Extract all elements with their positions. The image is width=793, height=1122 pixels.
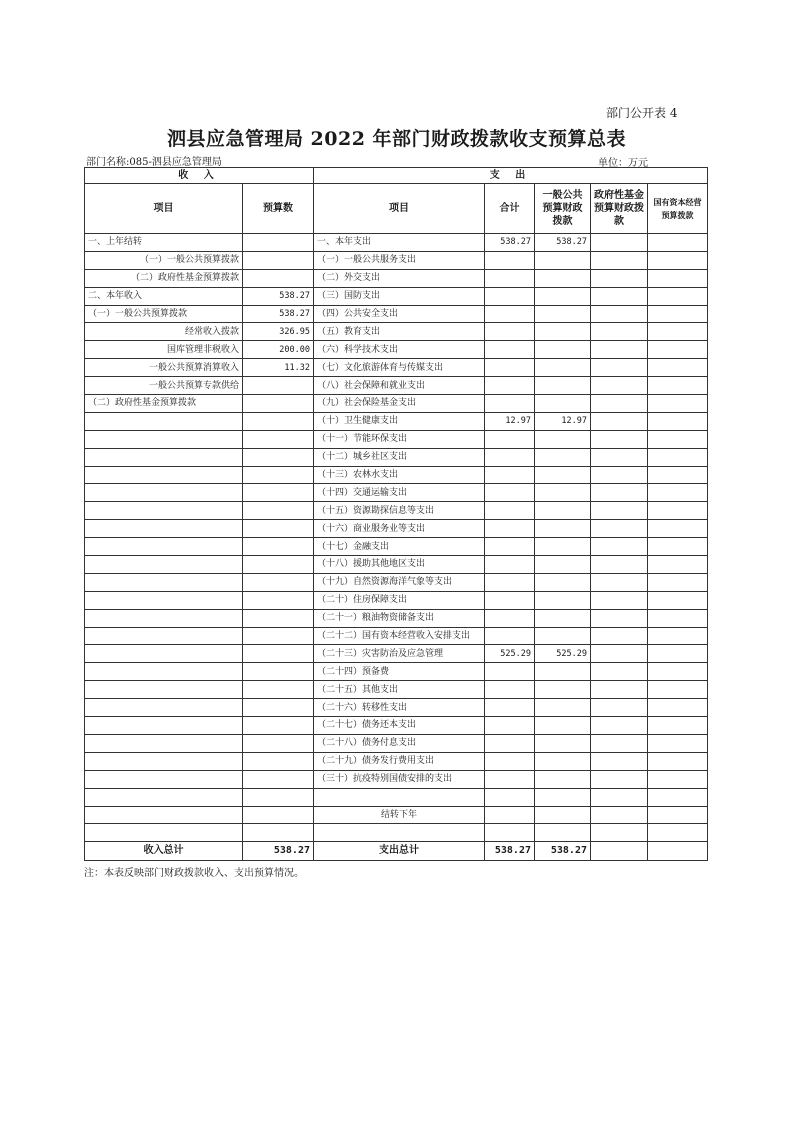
expense-total-cell: [485, 681, 535, 699]
income-group-header: 收 入: [85, 168, 314, 184]
expense-general-cell: [535, 430, 591, 448]
expense-capital-cell: [648, 287, 708, 305]
income-item-cell: 经常收入拨款: [85, 323, 243, 341]
income-item-cell: [85, 484, 243, 502]
expense-capital-cell: [648, 502, 708, 520]
income-item-cell: （一）一般公共预算拨款: [85, 305, 243, 323]
expense-capital-cell: [648, 788, 708, 806]
table-row: [85, 806, 708, 824]
expense-total-cell: [485, 734, 535, 752]
expense-capital-cell: [648, 448, 708, 466]
income-item-cell: [85, 806, 243, 824]
expense-capital-cell: [648, 752, 708, 770]
income-item-cell: [85, 609, 243, 627]
expense-total-cell: [485, 699, 535, 717]
expense-general-cell: [535, 323, 591, 341]
table-row: [85, 234, 708, 252]
income-amount-cell: 200.00: [243, 341, 314, 359]
expense-item-cell: （十九）自然资源海洋气象等支出: [314, 573, 485, 591]
table-row: [85, 269, 708, 287]
expense-general-cell: [535, 251, 591, 269]
income-amount-cell: [243, 520, 314, 538]
expense-total-cell: [485, 717, 535, 735]
expense-fund-cell: [591, 448, 648, 466]
expense-general-cell: [535, 556, 591, 574]
expense-general-cell: 12.97: [535, 412, 591, 430]
income-item-cell: [85, 681, 243, 699]
income-item-cell: [85, 430, 243, 448]
expense-fund-cell: [591, 788, 648, 806]
income-amount-cell: [243, 269, 314, 287]
expense-total-general: 538.27: [535, 842, 591, 861]
expense-total-label: 支出总计: [314, 842, 485, 861]
income-item-cell: （二）政府性基金预算拨款: [85, 269, 243, 287]
expense-capital-cell: [648, 717, 708, 735]
table-row: [85, 663, 708, 681]
expense-capital-cell: [648, 251, 708, 269]
income-amount-cell: [243, 734, 314, 752]
expense-total-cell: [485, 466, 535, 484]
table-row: [85, 484, 708, 502]
table-row: [85, 430, 708, 448]
income-item-cell: [85, 717, 243, 735]
income-amount-cell: [243, 663, 314, 681]
income-item-cell: [85, 556, 243, 574]
expense-general-cell: [535, 573, 591, 591]
expense-item-cell: （二十七）债务还本支出: [314, 717, 485, 735]
expense-capital-cell: [648, 627, 708, 645]
table-row: [85, 520, 708, 538]
expense-total-cell: 525.29: [485, 645, 535, 663]
table-row: [85, 824, 708, 842]
table-row: [85, 341, 708, 359]
income-amount-cell: [243, 448, 314, 466]
expense-capital-cell: [648, 269, 708, 287]
expense-fund-cell: [591, 806, 648, 824]
expense-item-cell: （三）国防支出: [314, 287, 485, 305]
income-amount-cell: 326.95: [243, 323, 314, 341]
expense-fund-cell: [591, 395, 648, 413]
expense-fund-cell: [591, 770, 648, 788]
expense-total-capital: [648, 842, 708, 861]
expense-fund-cell: [591, 287, 648, 305]
expense-fund-cell: [591, 734, 648, 752]
income-item-cell: （二）政府性基金预算拨款: [85, 395, 243, 413]
expense-capital-cell: [648, 484, 708, 502]
expense-general-cell: [535, 681, 591, 699]
expense-general-cell: [535, 502, 591, 520]
col-total: 合计: [485, 184, 535, 234]
expense-item-cell: （五）教育支出: [314, 323, 485, 341]
expense-total-cell: [485, 448, 535, 466]
expense-item-cell: （十二）城乡社区支出: [314, 448, 485, 466]
expense-general-cell: [535, 484, 591, 502]
income-item-cell: [85, 573, 243, 591]
income-amount-cell: [243, 717, 314, 735]
expense-fund-cell: [591, 377, 648, 395]
expense-item-cell: （十五）资源勘探信息等支出: [314, 502, 485, 520]
expense-capital-cell: [648, 591, 708, 609]
expense-total-sum: 538.27: [485, 842, 535, 861]
totals-row: [85, 842, 708, 861]
table-row: [85, 287, 708, 305]
expense-general-cell: [535, 466, 591, 484]
table-row: [85, 717, 708, 735]
col-income-amount: 预算数: [243, 184, 314, 234]
expense-capital-cell: [648, 234, 708, 252]
expense-capital-cell: [648, 323, 708, 341]
income-amount-cell: 11.32: [243, 359, 314, 377]
income-amount-cell: [243, 484, 314, 502]
table-row: [85, 573, 708, 591]
income-amount-cell: [243, 609, 314, 627]
expense-fund-cell: [591, 752, 648, 770]
expense-capital-cell: [648, 806, 708, 824]
expense-fund-cell: [591, 538, 648, 556]
expense-total-cell: [485, 538, 535, 556]
table-row: [85, 788, 708, 806]
expense-item-cell: （七）文化旅游体育与传媒支出: [314, 359, 485, 377]
expense-item-cell: （十七）金融支出: [314, 538, 485, 556]
income-amount-cell: [243, 466, 314, 484]
table-row: [85, 412, 708, 430]
expense-total-cell: [485, 663, 535, 681]
expense-general-cell: [535, 824, 591, 842]
income-item-cell: [85, 770, 243, 788]
expense-fund-cell: [591, 627, 648, 645]
expense-total-cell: [485, 323, 535, 341]
expense-general-cell: [535, 752, 591, 770]
expense-item-cell: （二十二）国有资本经营收入安排支出: [314, 627, 485, 645]
expense-capital-cell: [648, 699, 708, 717]
income-amount-cell: [243, 556, 314, 574]
expense-fund-cell: [591, 430, 648, 448]
expense-general-cell: 538.27: [535, 234, 591, 252]
expense-item-cell: （十四）交通运输支出: [314, 484, 485, 502]
expense-item-cell: （二十五）其他支出: [314, 681, 485, 699]
expense-general-cell: [535, 305, 591, 323]
expense-total-cell: [485, 591, 535, 609]
expense-general-cell: [535, 609, 591, 627]
income-amount-cell: [243, 395, 314, 413]
expense-total-cell: [485, 520, 535, 538]
expense-item-cell: （二十八）债务付息支出: [314, 734, 485, 752]
table-row: [85, 305, 708, 323]
expense-capital-cell: [648, 466, 708, 484]
col-fund-budget: 政府性基金预算财政拨款: [591, 184, 648, 234]
income-item-cell: [85, 591, 243, 609]
income-item-cell: [85, 645, 243, 663]
footnote: 注：本表反映部门财政拨款收入、支出预算情况。: [84, 868, 304, 879]
income-item-cell: [85, 502, 243, 520]
income-amount-cell: [243, 430, 314, 448]
expense-general-cell: [535, 269, 591, 287]
income-item-cell: 国库管理非税收入: [85, 341, 243, 359]
expense-fund-cell: [591, 663, 648, 681]
expense-total-cell: [485, 395, 535, 413]
expense-general-cell: [535, 359, 591, 377]
income-amount-cell: [243, 699, 314, 717]
expense-item-cell: （一）一般公共服务支出: [314, 251, 485, 269]
table-row: [85, 699, 708, 717]
expense-fund-cell: [591, 412, 648, 430]
expense-general-cell: [535, 377, 591, 395]
income-amount-cell: [243, 645, 314, 663]
expense-capital-cell: [648, 734, 708, 752]
expense-item-cell: [314, 788, 485, 806]
expense-general-cell: 525.29: [535, 645, 591, 663]
group-header-row: [85, 168, 708, 184]
income-amount-cell: [243, 251, 314, 269]
expense-item-cell: （十）卫生健康支出: [314, 412, 485, 430]
table-row: [85, 681, 708, 699]
expense-total-cell: 12.97: [485, 412, 535, 430]
expense-group-header: 支 出: [314, 168, 708, 184]
income-total-label: 收入总计: [85, 842, 243, 861]
column-header-row: [85, 184, 708, 234]
table-row: [85, 627, 708, 645]
page-title: 泗县应急管理局 2022 年部门财政拨款收支预算总表: [166, 128, 627, 150]
expense-capital-cell: [648, 305, 708, 323]
income-item-cell: [85, 699, 243, 717]
expense-total-cell: [485, 806, 535, 824]
col-general-budget: 一般公共预算财政拨款: [535, 184, 591, 234]
table-row: [85, 752, 708, 770]
table-row: [85, 538, 708, 556]
expense-total-cell: [485, 287, 535, 305]
expense-fund-cell: [591, 681, 648, 699]
expense-item-cell: （二十九）债务发行费用支出: [314, 752, 485, 770]
expense-item-cell: （十一）节能环保支出: [314, 430, 485, 448]
col-capital-budget: 国有资本经营预算拨款: [648, 184, 708, 234]
expense-total-cell: [485, 305, 535, 323]
table-row: [85, 466, 708, 484]
expense-total-cell: [485, 556, 535, 574]
expense-total-cell: [485, 627, 535, 645]
expense-total-cell: [485, 573, 535, 591]
table-row: [85, 591, 708, 609]
income-item-cell: [85, 663, 243, 681]
expense-item-cell: （八）社会保障和就业支出: [314, 377, 485, 395]
income-item-cell: [85, 520, 243, 538]
income-amount-cell: [243, 538, 314, 556]
income-item-cell: [85, 538, 243, 556]
expense-item-cell: （二）外交支出: [314, 269, 485, 287]
table-row: [85, 251, 708, 269]
expense-fund-cell: [591, 699, 648, 717]
income-item-cell: [85, 466, 243, 484]
expense-general-cell: [535, 627, 591, 645]
expense-fund-cell: [591, 323, 648, 341]
income-amount-cell: [243, 234, 314, 252]
expense-total-cell: [485, 377, 535, 395]
expense-fund-cell: [591, 234, 648, 252]
expense-item-cell: （十六）商业服务业等支出: [314, 520, 485, 538]
income-item-cell: （一）一般公共预算拨款: [85, 251, 243, 269]
income-amount-cell: [243, 412, 314, 430]
expense-general-cell: [535, 699, 591, 717]
income-item-cell: [85, 412, 243, 430]
expense-capital-cell: [648, 609, 708, 627]
expense-fund-cell: [591, 251, 648, 269]
expense-item-cell: 一、本年支出: [314, 234, 485, 252]
expense-fund-cell: [591, 502, 648, 520]
expense-general-cell: [535, 806, 591, 824]
expense-item-cell: （二十一）粮油物资储备支出: [314, 609, 485, 627]
income-amount-cell: [243, 806, 314, 824]
expense-item-cell: （二十四）预备费: [314, 663, 485, 681]
expense-fund-cell: [591, 645, 648, 663]
expense-general-cell: [535, 520, 591, 538]
table-row: [85, 645, 708, 663]
income-amount-cell: [243, 627, 314, 645]
expense-total-cell: [485, 359, 535, 377]
expense-general-cell: [535, 788, 591, 806]
income-amount-cell: [243, 752, 314, 770]
table-row: [85, 448, 708, 466]
expense-capital-cell: [648, 430, 708, 448]
expense-total-cell: [485, 788, 535, 806]
income-item-cell: [85, 734, 243, 752]
expense-item-cell: （十三）农林水支出: [314, 466, 485, 484]
income-amount-cell: 538.27: [243, 287, 314, 305]
income-item-cell: 一般公共预算消算收入: [85, 359, 243, 377]
expense-capital-cell: [648, 377, 708, 395]
expense-fund-cell: [591, 341, 648, 359]
expense-item-cell: （六）科学技术支出: [314, 341, 485, 359]
expense-general-cell: [535, 770, 591, 788]
expense-general-cell: [535, 341, 591, 359]
expense-item-cell: （十八）援助其他地区支出: [314, 556, 485, 574]
expense-fund-cell: [591, 591, 648, 609]
expense-item-cell: （九）社会保险基金支出: [314, 395, 485, 413]
expense-total-cell: [485, 484, 535, 502]
income-amount-cell: [243, 591, 314, 609]
col-expense-item: 项目: [314, 184, 485, 234]
income-item-cell: [85, 627, 243, 645]
expense-total-cell: 538.27: [485, 234, 535, 252]
expense-capital-cell: [648, 645, 708, 663]
expense-general-cell: [535, 663, 591, 681]
expense-fund-cell: [591, 359, 648, 377]
expense-capital-cell: [648, 359, 708, 377]
table-row: [85, 395, 708, 413]
income-item-cell: 二、本年收入: [85, 287, 243, 305]
expense-total-cell: [485, 430, 535, 448]
expense-total-fund: [591, 842, 648, 861]
expense-general-cell: [535, 734, 591, 752]
table-row: [85, 609, 708, 627]
income-amount-cell: [243, 502, 314, 520]
expense-capital-cell: [648, 412, 708, 430]
expense-total-cell: [485, 609, 535, 627]
income-amount-cell: [243, 770, 314, 788]
expense-fund-cell: [591, 609, 648, 627]
expense-total-cell: [485, 770, 535, 788]
col-income-item: 项目: [85, 184, 243, 234]
income-item-cell: 一、上年结转: [85, 234, 243, 252]
table-row: [85, 359, 708, 377]
income-item-cell: [85, 788, 243, 806]
expense-item-cell: （二十）住房保障支出: [314, 591, 485, 609]
expense-fund-cell: [591, 520, 648, 538]
expense-total-cell: [485, 752, 535, 770]
expense-item-cell: （四）公共安全支出: [314, 305, 485, 323]
expense-capital-cell: [648, 663, 708, 681]
form-number: 部门公开表 4: [606, 106, 678, 120]
expense-item-cell: [314, 824, 485, 842]
expense-fund-cell: [591, 484, 648, 502]
income-amount-cell: [243, 377, 314, 395]
expense-capital-cell: [648, 681, 708, 699]
unit-label: 单位：万元: [598, 158, 648, 169]
budget-table: [84, 167, 708, 861]
table-row: [85, 323, 708, 341]
expense-total-cell: [485, 502, 535, 520]
expense-general-cell: [535, 591, 591, 609]
income-amount-cell: 538.27: [243, 305, 314, 323]
expense-item-cell: （二十六）转移性支出: [314, 699, 485, 717]
table-row: [85, 502, 708, 520]
expense-general-cell: [535, 287, 591, 305]
income-amount-cell: [243, 681, 314, 699]
table-row: [85, 556, 708, 574]
expense-total-cell: [485, 269, 535, 287]
expense-capital-cell: [648, 573, 708, 591]
expense-fund-cell: [591, 556, 648, 574]
expense-capital-cell: [648, 395, 708, 413]
table-row: [85, 377, 708, 395]
income-item-cell: [85, 752, 243, 770]
income-amount-cell: [243, 573, 314, 591]
expense-capital-cell: [648, 341, 708, 359]
expense-fund-cell: [591, 466, 648, 484]
expense-general-cell: [535, 395, 591, 413]
expense-fund-cell: [591, 269, 648, 287]
table-row: [85, 734, 708, 752]
expense-item-cell: （三十）抗疫特别国债安排的支出: [314, 770, 485, 788]
expense-item-cell: （二十三）灾害防治及应急管理: [314, 645, 485, 663]
expense-general-cell: [535, 538, 591, 556]
expense-fund-cell: [591, 717, 648, 735]
expense-general-cell: [535, 448, 591, 466]
income-item-cell: [85, 448, 243, 466]
expense-fund-cell: [591, 573, 648, 591]
expense-general-cell: [535, 717, 591, 735]
expense-capital-cell: [648, 824, 708, 842]
expense-capital-cell: [648, 770, 708, 788]
table-row: [85, 770, 708, 788]
income-amount-cell: [243, 824, 314, 842]
department-name: 部门名称:085-泗县应急管理局: [86, 157, 222, 168]
expense-total-cell: [485, 824, 535, 842]
income-amount-cell: [243, 788, 314, 806]
expense-item-cell: 结转下年: [314, 806, 485, 824]
expense-capital-cell: [648, 520, 708, 538]
expense-total-cell: [485, 341, 535, 359]
expense-capital-cell: [648, 538, 708, 556]
expense-total-cell: [485, 251, 535, 269]
expense-capital-cell: [648, 556, 708, 574]
income-total-amount: 538.27: [243, 842, 314, 861]
table-body: [85, 168, 708, 861]
income-item-cell: [85, 824, 243, 842]
income-item-cell: 一般公共预算专款供给: [85, 377, 243, 395]
expense-fund-cell: [591, 305, 648, 323]
expense-fund-cell: [591, 824, 648, 842]
